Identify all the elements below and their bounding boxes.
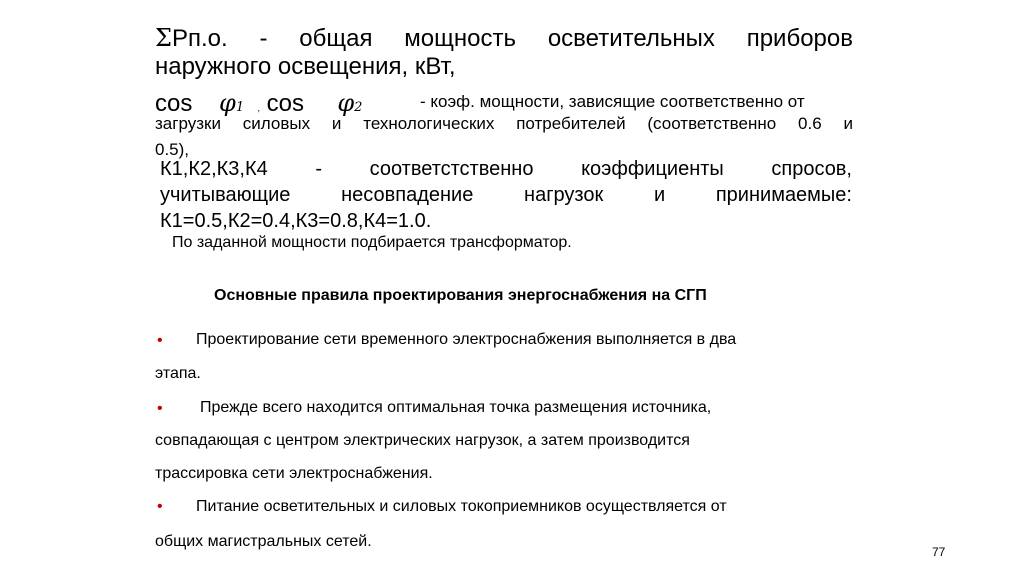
bullet-icon: • — [157, 498, 163, 515]
power-definition-line-2: наружного освещения, кВт, — [155, 53, 456, 80]
phi-subscript-2: 2 — [354, 100, 363, 115]
phi-subscript-1: 1 — [235, 100, 245, 115]
sigma-symbol: Σ — [155, 24, 172, 52]
cos-description: - коэф. мощности, зависящие соответственно от — [420, 92, 805, 111]
page-number: 77 — [932, 545, 946, 559]
power-definition-text: Рп.о. - общая мощность осветительных приборов — [171, 25, 853, 52]
bullet-icon: • — [157, 400, 163, 417]
phi-symbol-1: φ — [219, 89, 236, 117]
cos-label-2: cos — [266, 90, 305, 117]
bullet-2-line-3: трассировка сети электроснабжения. — [155, 465, 433, 482]
bullet-2-line-2: совпадающая с центром электрических нагрузок, а затем производится — [155, 432, 690, 449]
k-coefficients-line-1: К1,К2,К3,К4 - соответстственно коэффициенты спросов, — [160, 158, 852, 180]
bullet-1-line-1: Проектирование сети временного электроснабжения выполняется в два — [196, 331, 737, 348]
k-coefficients-line-2: учитывающие несовпадение нагрузок и принимаемые: — [160, 184, 852, 206]
cos-label-1: cos — [155, 90, 193, 117]
k-coefficients-values: К1=0.5,К2=0.4,К3=0.8,К4=1.0. — [160, 210, 432, 232]
bullet-2-line-1: Прежде всего находится оптимальная точка размещения источника, — [200, 399, 712, 416]
bullet-3-line-1: Питание осветительных и силовых токоприемников осуществляется от — [196, 498, 727, 515]
separator-comma: , — [257, 103, 260, 113]
phi-symbol-2: φ — [337, 89, 355, 117]
power-definition-line-1 — [155, 24, 853, 53]
transformer-note: По заданной мощности подбирается трансформатор. — [172, 234, 572, 251]
cos-description-line-3: 0.5), — [155, 140, 190, 159]
bullet-3-line-2: общих магистральных сетей. — [155, 533, 372, 550]
cos-description-line-2: загрузки силовых и технологических потребителей (соответственно 0.6 и — [155, 114, 853, 133]
bullet-1-line-2: этапа. — [155, 365, 201, 382]
bullet-icon: • — [157, 332, 163, 349]
section-heading: Основные правила проектирования энергоснабжения на СГП — [214, 287, 707, 304]
